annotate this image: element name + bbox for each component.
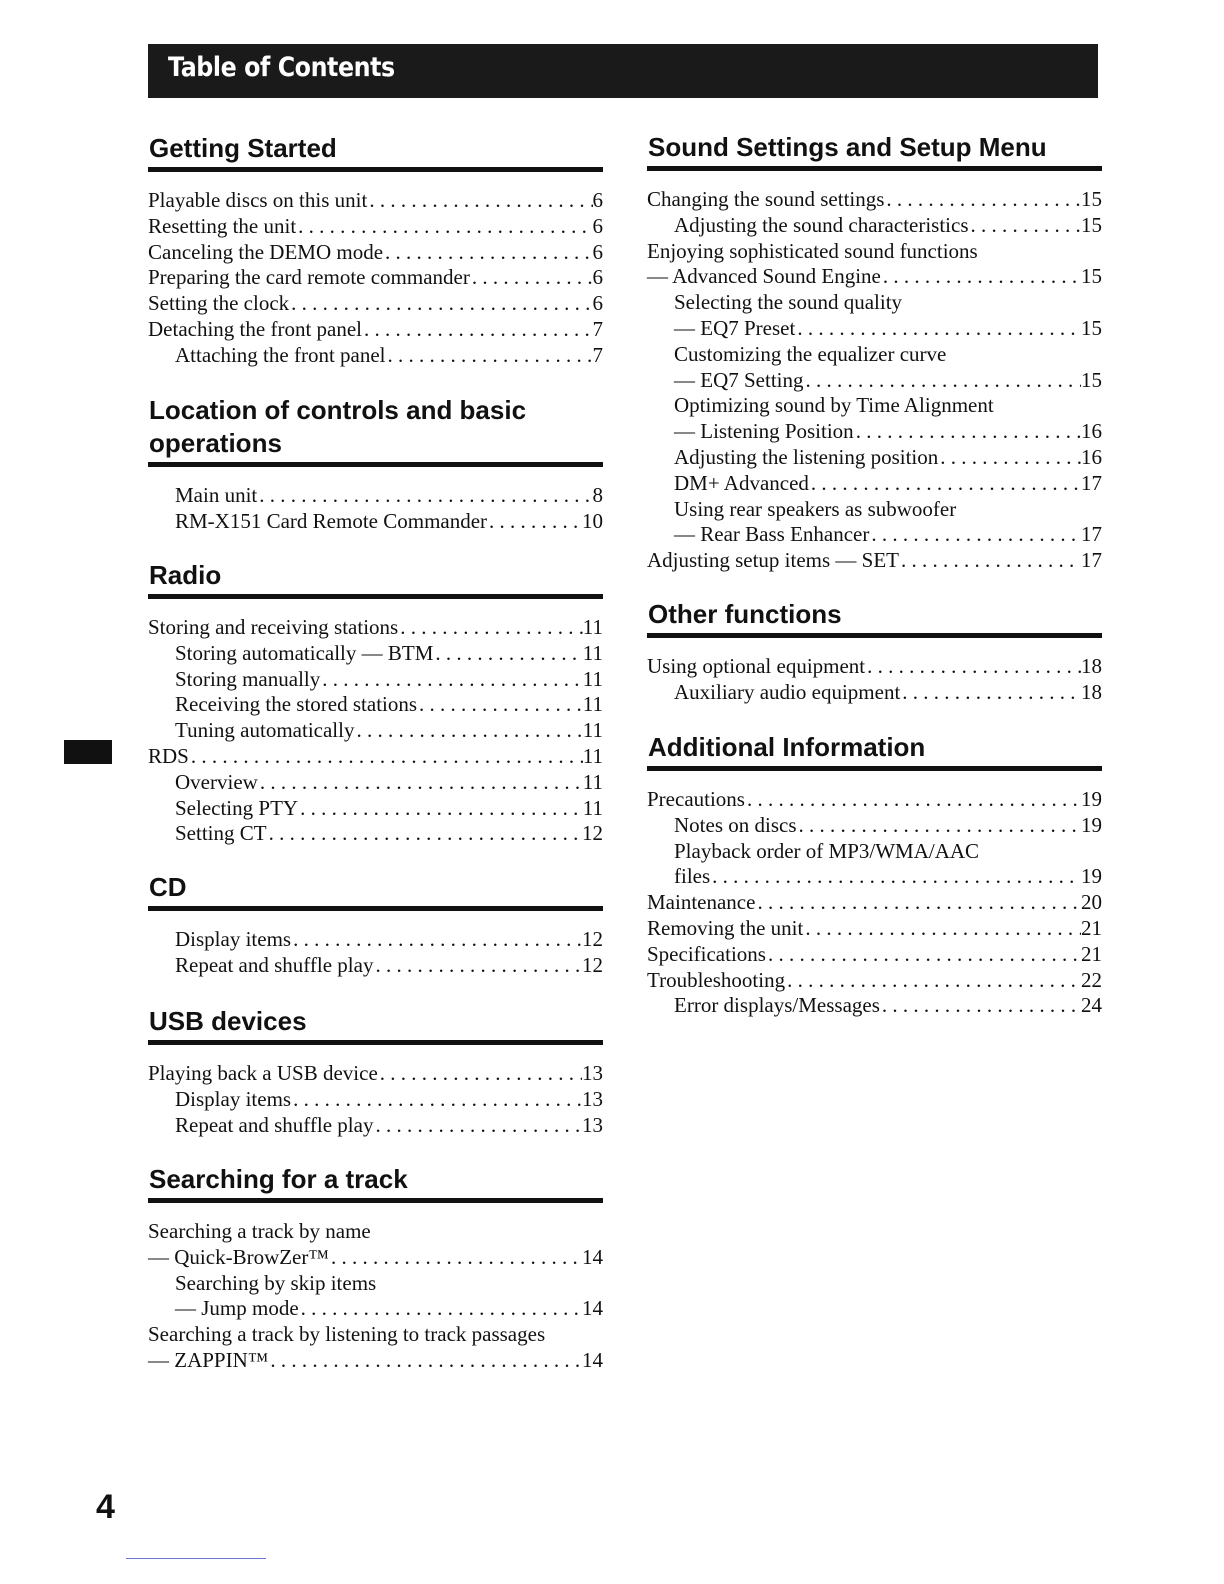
leader-dots [291,927,582,953]
entry-title: Playable discs on this unit [148,188,368,212]
entry-page: 21 [1081,915,1102,940]
entry-title: Receiving the stored stations [175,692,418,717]
entry-page: 6 [592,213,603,238]
toc-entry[interactable] [647,187,1102,213]
entry-page: 8 [592,483,603,507]
entry-title: Resetting the unit [148,213,297,238]
leader-dots [298,796,583,822]
entry-title: Adjusting setup items — SET [647,548,899,573]
leader-dots [487,509,582,535]
entry-title: Storing and receiving stations [148,615,399,639]
entry-title: — ZAPPIN™ [148,1347,269,1372]
entry-title: Removing the unit [647,915,804,940]
leader-dots [785,968,1081,994]
section-title: Searching for a track [149,1164,408,1194]
entry-page: 11 [582,718,603,743]
entry-title: Tuning automatically [175,718,355,743]
toc-subentry[interactable] [647,813,1102,839]
entry-page: 11 [582,640,603,665]
section-title: Getting Started [149,133,337,163]
toc-subentry[interactable] [647,213,1102,239]
toc-entry[interactable] [647,264,1102,290]
leader-dots [373,1113,582,1139]
section-other-functions [647,598,1102,706]
toc-entry[interactable] [148,1245,603,1271]
leader-dots [755,890,1081,916]
entry-title: Specifications [647,941,766,966]
section-sound-settings [647,131,1102,574]
toc-subentry[interactable] [647,419,1102,445]
leader-dots [383,240,592,266]
entry-page: 14 [582,1347,603,1372]
entry-page: 21 [1081,941,1102,966]
entry-page: 11 [582,692,603,717]
entry-title: — Rear Bass Enhancer [674,522,870,547]
entry-page: 10 [582,508,603,533]
entry-page: 15 [1081,212,1102,237]
section-title: Radio [149,560,222,590]
leader-dots [189,744,583,770]
section-divider [148,462,603,467]
entry-title: Error displays/Messages [674,993,880,1018]
toc-entry[interactable] [647,787,1102,813]
section-radio [148,559,603,847]
entry-title: RM-X151 Card Remote Commander [175,508,488,533]
toc-entry[interactable] [148,1061,603,1087]
section-divider [148,906,603,911]
toc-entry[interactable] [148,265,603,291]
leader-dots [900,680,1081,706]
toc-entry[interactable] [148,1219,603,1245]
chapter-tab-marker [64,740,112,764]
entry-page: 11 [582,615,603,639]
entry-title: Changing the sound settings [647,187,885,211]
toc-entry[interactable] [647,968,1102,994]
leader-dots [854,419,1081,445]
leader-dots [804,368,1082,394]
toc-entry[interactable] [148,1348,603,1374]
entry-title: Troubleshooting [647,967,786,992]
entry-page: 22 [1081,967,1102,992]
leader-dots [296,214,592,240]
entry-title: Repeat and shuffle play [175,1112,374,1137]
section-divider [647,166,1102,171]
entry-title: Canceling the DEMO mode [148,239,384,264]
entry-title: — EQ7 Setting [674,367,804,392]
entry-page: 24 [1081,993,1102,1018]
entry-title: Using optional equipment [647,654,866,678]
entry-page: 11 [582,795,603,820]
leader-dots [398,615,583,641]
entry-title: Playing back a USB device [148,1061,378,1085]
toc-subentry[interactable] [148,1087,603,1113]
leader-dots [257,483,592,509]
toc-subentry[interactable] [647,445,1102,471]
toc-subentry[interactable] [647,839,1102,865]
entry-page: 19 [1081,812,1102,837]
toc-banner [148,44,1098,98]
entry-page: 17 [1081,470,1102,495]
toc-subentry[interactable] [148,641,603,667]
leader-dots [386,343,593,369]
leader-dots [710,864,1081,890]
entry-title: Storing automatically — BTM [175,640,434,665]
toc-entry[interactable] [148,291,603,317]
leader-dots [865,654,1081,680]
entry-title: Precautions [647,787,745,811]
leader-dots [291,1087,582,1113]
toc-entry[interactable] [148,188,603,214]
section-usb [148,1005,603,1138]
leader-dots [267,821,582,847]
toc-subentry[interactable] [148,483,603,509]
toc-subentry[interactable] [647,864,1102,890]
leader-dots [362,317,593,343]
toc-entry[interactable] [148,615,603,641]
entry-title: Repeat and shuffle play [175,952,374,977]
leader-dots [268,1348,582,1374]
entry-title: Display items [175,927,292,951]
entry-title: Display items [175,1086,292,1111]
entry-title: Searching by skip items [175,1270,377,1295]
section-cd [148,871,603,979]
entry-page: 11 [582,666,603,691]
entry-page: 11 [582,769,603,794]
entry-page: 15 [1081,187,1102,211]
leader-dots [899,548,1081,574]
section-divider [148,167,603,172]
toc-subentry[interactable] [647,471,1102,497]
toc-subentry[interactable] [148,1113,603,1139]
entry-page: 14 [582,1296,603,1321]
entry-title: — EQ7 Preset [674,315,796,340]
toc-subentry[interactable] [148,343,603,369]
toc-entry[interactable] [647,942,1102,968]
section-title-line2: operations [149,428,282,458]
toc-subentry[interactable] [647,497,1102,523]
entry-page: 19 [1081,787,1102,811]
entry-page: 16 [1081,419,1102,444]
leader-dots [869,522,1081,548]
leader-dots [433,641,582,667]
section-title: Other functions [648,599,842,629]
entry-page: 15 [1081,315,1102,340]
leader-dots [969,213,1081,239]
leader-dots [766,942,1081,968]
toc-subentry[interactable] [148,692,603,718]
entry-title: Searching a track by listening to track passages [148,1322,546,1347]
entry-page: 12 [582,952,603,977]
entry-page: 15 [1081,264,1102,289]
entry-title: RDS [148,743,189,768]
toc-subentry[interactable] [148,796,603,822]
entry-title: Enjoying sophisticated sound functions [647,238,978,263]
entry-title: — Listening Position [674,419,854,444]
entry-page: 11 [582,743,603,768]
section-title: Additional Information [648,732,926,762]
entry-title: Setting the clock [148,291,290,316]
leader-dots [367,188,592,214]
toc-subentry[interactable] [647,290,1102,316]
entry-title: Detaching the front panel [148,316,362,341]
leader-dots [378,1061,582,1087]
entry-title: Selecting PTY [175,795,299,820]
leader-dots [289,291,592,317]
section-getting-started [148,132,603,369]
entry-page: 7 [592,316,603,341]
toc-subentry[interactable] [148,770,603,796]
entry-page: 12 [582,821,603,846]
toc-entry[interactable] [148,214,603,240]
toc-subentry[interactable] [148,718,603,744]
section-title [148,394,603,460]
section-title: CD [149,872,187,902]
leader-dots [320,667,583,693]
entry-title: Using rear speakers as subwoofer [674,496,957,521]
section-divider [148,1040,603,1045]
toc-entry[interactable] [148,1322,603,1348]
entry-page: 14 [582,1244,603,1269]
entry-page: 13 [582,1112,603,1137]
entry-page: 17 [1081,548,1102,573]
section-title: USB devices [149,1006,307,1036]
entry-page: 13 [582,1061,603,1085]
section-divider [647,633,1102,638]
entry-page: 15 [1081,367,1102,392]
toc-subentry[interactable] [148,1296,603,1322]
entry-page: 13 [582,1086,603,1111]
entry-title: Adjusting the listening position [674,444,939,469]
section-searching [148,1163,603,1374]
entry-title: Customizing the equalizer curve [674,341,947,366]
toc-subentry[interactable] [647,993,1102,1019]
toc-subentry[interactable] [148,1271,603,1297]
entry-page: 6 [592,188,603,212]
entry-title: Storing manually [175,666,321,691]
toc-subentry[interactable] [647,316,1102,342]
toc-subentry[interactable] [148,927,603,953]
entry-page: 6 [592,291,603,316]
leader-dots [803,916,1081,942]
toc-subentry[interactable] [148,821,603,847]
toc-entry[interactable] [148,744,603,770]
entry-title: — Quick-BrowZer™ [148,1244,329,1269]
leader-dots [884,187,1081,213]
section-divider [647,766,1102,771]
entry-title: Overview [175,769,258,794]
leader-dots [470,265,593,291]
toc-subentry[interactable] [647,342,1102,368]
entry-title: Selecting the sound quality [674,290,903,315]
entry-page: 12 [582,927,603,951]
leader-dots [880,993,1081,1019]
entry-page: 18 [1081,654,1102,678]
entry-page: 20 [1081,890,1102,915]
leader-dots [795,316,1081,342]
section-location [148,394,603,535]
entry-title: Playback order of MP3/WMA/AAC [674,838,980,863]
entry-title: Setting CT [175,821,267,846]
entry-title: Adjusting the sound characteristics [674,212,969,237]
page-title: Table of Contents [168,52,395,83]
toc-subentry[interactable] [647,368,1102,394]
leader-dots [797,813,1082,839]
entry-title: — Jump mode [175,1296,299,1321]
entry-title: Notes on discs [674,812,797,837]
toc-entry[interactable] [647,916,1102,942]
toc-entry[interactable] [647,548,1102,574]
toc-subentry[interactable] [647,680,1102,706]
entry-page: 16 [1081,444,1102,469]
toc-subentry[interactable] [148,667,603,693]
entry-title: Searching a track by name [148,1219,371,1243]
toc-entry[interactable] [647,239,1102,265]
leader-dots [881,264,1081,290]
entry-title: Preparing the card remote commander [148,265,470,290]
entry-title: files [674,864,711,889]
leader-dots [354,718,582,744]
entry-page: 6 [592,239,603,264]
entry-title: Optimizing sound by Time Alignment [674,393,994,418]
entry-page: 17 [1081,522,1102,547]
leader-dots [299,1296,582,1322]
entry-title: — Advanced Sound Engine [647,264,881,289]
entry-page: 18 [1081,679,1102,704]
leader-dots [745,787,1081,813]
section-divider [148,594,603,599]
leader-dots [938,445,1081,471]
section-additional-information [647,731,1102,1019]
toc-entry[interactable] [148,240,603,266]
toc-subentry[interactable] [148,509,603,535]
footer-rule [126,1558,266,1559]
entry-title: Maintenance [647,890,756,915]
toc-entry[interactable] [148,317,603,343]
entry-title: Attaching the front panel [175,342,386,367]
toc-entry[interactable] [647,890,1102,916]
entry-title: Main unit [175,483,258,507]
entry-page: 6 [592,265,603,290]
leader-dots [373,953,582,979]
section-title-line1: Location of controls and basic [149,395,527,425]
entry-page: 7 [592,342,603,367]
section-divider [148,1198,603,1203]
entry-title: Auxiliary audio equipment [674,679,901,704]
page-number: 4 [96,1488,115,1526]
entry-page: 19 [1081,864,1102,889]
leader-dots [417,692,583,718]
leader-dots [809,471,1081,497]
leader-dots [258,770,583,796]
leader-dots [329,1245,582,1271]
toc-subentry[interactable] [647,522,1102,548]
section-title: Sound Settings and Setup Menu [648,132,1047,162]
toc-subentry[interactable] [647,393,1102,419]
toc-subentry[interactable] [148,953,603,979]
toc-entry[interactable] [647,654,1102,680]
entry-title: DM+ Advanced [674,470,809,495]
